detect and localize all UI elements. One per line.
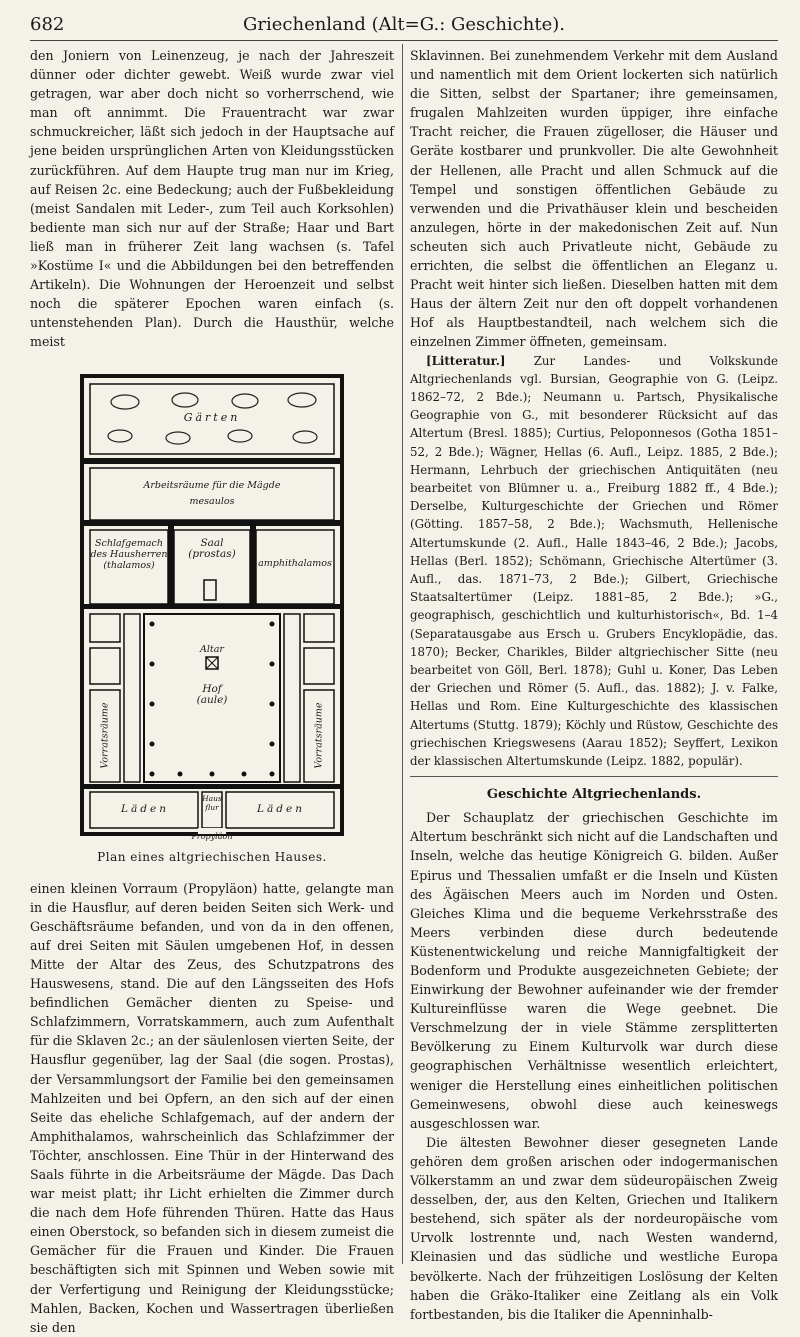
label-altar: Altar	[200, 643, 224, 655]
label-hallway: Haus flur	[202, 793, 222, 812]
running-title: Griechenland (Alt=G.: Geschichte).	[243, 14, 565, 35]
right-paragraph-3: Die ältesten Bewohner dieser gesegneten Lande gehören dem großen arischen oder indogermanischen Völkerstamm an und zwar dem südeuropäischen Zweig desselben, der, aus den Kelten, Griechen und Italikern bestehend, sich später als der nordeuropäische vom Urvolk lostrennte und, nach Westen wandernd, Kleinasien und das südliche und westliche Europa bevölkerte. Nach der frühzeitigen Loslösung der Kelten haben die Gräko-Italiker eine Zeitlang als ein Volk fortbestanden, bis die Italiker die Apenninhalb-	[410, 1134, 778, 1322]
figure-caption: Plan eines altgriechischen Hauses.	[97, 849, 327, 864]
right-column	[410, 46, 778, 1324]
label-shops-right: Läden	[257, 802, 305, 815]
label-mesaulos: mesaulos	[189, 495, 235, 507]
label-amphithalamos: amphithalamos	[258, 557, 332, 569]
section-rule	[410, 776, 778, 777]
left-paragraph-top: den Joniern von Leinenzeug, je nach der Jahreszeit dünner oder dichter gewebt. Weiß wurde zwar viel getragen, war aber doch nicht so vorherrschend, wie man oft annimmt. Die Frauentracht war zwar schmuckreicher, läßt sich jedoch in der Hauptsache auf jene beiden ursprünglichen Arten von Kleidungsstücken zurückführen. Auf dem Haupte trug man nur im Krieg, auf Reisen 2c. eine Bedeckung; auch der Fußbekleidung (meist Sandalen mit Leder-, zum Teil auch Korksohlen) bediente man sich nur auf der Straße; Haar und Bart ließ man in früherer Zeit lang wachsen (s. Tafel »Kostüme I« und die Abbildungen bei den betreffenden Artikeln). Die Wohnungen der Heroenzeit und selbst noch die späterer Epochen waren einfach (s. untenstehenden Plan). Durch die Hausthür, welche meist	[30, 48, 394, 350]
left-column	[30, 46, 394, 1337]
label-garden: Gärten	[183, 410, 241, 424]
house-plan-drawing	[80, 374, 344, 844]
label-storerooms-left: Vorratsräume	[99, 701, 111, 769]
label-propylaeon: Propyläon	[191, 831, 233, 841]
label-storerooms-right: Vorratsräume	[313, 701, 325, 769]
right-paragraph-top: Sklavinnen. Bei zunehmendem Verkehr mit dem Ausland und namentlich mit dem Orient lockerten sich natürlich die Sitten, selbst der Spartaner; ihre gemeinsamen, frugalen Mahlzeiten wurden üppiger, ihre einfache Tracht reicher, die Frauen zügelloser, die Häuser und Geräte kostbarer und prunkvoller. Die alte Gewohnheit der Hellenen, alle Pracht und allen Schmuck auf die Tempel und sonstigen öffentlichen Gebäude zu verwenden und die Privathäuser klein und bescheiden anzulegen, hörte in der makedonischen Zeit auf. Nun scheuten sich auch Privatleute nicht, Gebäude zu errichten, die selbst die öffentlichen an Eleganz u. Pracht weit hinter sich ließen. Dieselben hatten mit dem Haus der ältern Zeit nur den oft doppelt vorhandenen Hof als Hauptbestandteil, nach welchem sich die einzelnen Zimmer öffneten, gemeinsam.	[410, 48, 778, 350]
label-work-rooms: Arbeitsräume für die Mägde	[143, 479, 281, 491]
column-divider	[402, 44, 403, 1264]
label-prostas: Saal (prostas)	[188, 536, 236, 560]
right-paragraph-2: Der Schauplatz der griechischen Geschichte im Altertum beschränkt sich nicht auf die Landschaften und Inseln, welche das heutige Königreich G. bilden. Außer Epirus und Thessalien umfaßt er die Inseln und Küsten des Ägäischen Meers auch im Norden und Osten. Gleiches Klima und die bequeme Verkehrsstraße des Meers verbinden diese durch bedeutende Küstenentwickelung und reiche Mannigfaltigkeit der Bodenform und Produkte ausgezeichneten Gebiete; der Einwirkung der Bewohner aufeinander wie der fremder Kultureinflüsse waren die Wege geebnet. Die Verschmelzung der in viele Stämme zersplitterten Bevölkerung zu Einem Kulturvolk war durch diese geographischen Verhältnisse wesentlich erleichtert, weniger die Herstellung eines einheitlichen politischen Gemeinwesens, obwohl diese auch keineswegs ausgeschlossen war.	[410, 810, 778, 1131]
section-title: Geschichte Altgriechenlands.	[486, 787, 702, 803]
literature-paragraph	[410, 352, 778, 771]
left-paragraph-bottom: einen kleinen Vorraum (Propyläon) hatte, gelangte man in die Hausflur, auf deren beiden Seiten sich Werk- und Geschäftsräume befanden, und von da in den offenen, auf drei Seiten mit Säulen umgebenen Hof, in dessen Mitte der Altar des Zeus, des Schutzpatrons des Hauswesens, stand. Die auf den Längsseiten des Hofs befindlichen Gemächer dienten zu Speise- und Schlafzimmern, Vorratskammern, auch zum Aufenthalt für die Sklaven 2c.; an der säulenlosen vierten Seite, der Hausflur gegenüber, lag der Saal (die sogen. Prostas), der Versammlungsort der Familie bei den gemeinsamen Mahlzeiten und bei Opfern, an den sich auf der einen Seite das eheliche Schlafgemach, auf der andern der Amphithalamos, wahrscheinlich das Schlafzimmer der Töchter, anschlossen. Eine Thür in der Hinterwand des Saals führte in die Arbeitsräume der Mägde. Das Dach war meist platt; ihr Licht erhielten die Zimmer durch die nach dem Hofe führenden Thüren. Hatte das Haus einen Oberstock, so befanden sich in diesem zumeist die Gemächer für die Frauen und Kinder. Die Frauen beschäftigten sich mit Spinnen und Weben sowie mit der Verfertigung und Reinigung der Kleidungsstücke; Mahlen, Backen, Kochen und Wassertragen überließen sie den	[30, 880, 395, 1335]
label-court: Hof (aule)	[196, 682, 228, 706]
literature-text: Zur Landes- und Volkskunde Altgriechenlands vgl. Bursian, Geographie von G. (Leipz. 1862–72, 2 Bde.); Neumann u. Partsch, Physikalische Geographie von G., mit besonderer Rücksicht auf das Altertum (Bresl. 1885); Curtius, Peloponnesos (Gotha 1851–52, 2 Bde.); Wägner, Hellas (6. Aufl., Leipz. 1885, 2 Bde.); Hermann, Lehrbuch der griechischen Antiquitäten (neu bearbeitet von Blümner u. a., Freiburg 1882 ff., 4 Bde.); Derselbe, Kulturgeschichte der Griechen und Römer (Götting. 1857–58, 2 Bde.); Wachsmuth, Hellenische Altertumskunde (2. Aufl., Halle 1843–46, 2 Bde.); Jacobs, Hellas (Berl. 1852); Schömann, Griechische Altertümer (3. Aufl., das. 1871–73, 2 Bde.); Gilbert, Griechische Staatsaltertümer (Leipz. 1881–85, 2 Bde.); »G., geographisch, geschichtlich und kulturhistorisch«, Bd. 1–4 (Separatausgabe aus Ersch u. Grubers Encyklopädie, das. 1870); Becker, Charikles, Bilder altgriechischer Sitte (neu bearbeitet von Göll, Berl. 1878); Guhl u. Koner, Das Leben der Griechen und Römer (5. Aufl., das. 1882); J. v. Falke, Hellas und Rom. Eine Kulturgeschichte des klassischen Altertums (Stuttg. 1879); Köchly und Rüstow, Geschichte des griechischen Kriegswesens (Aarau 1852); Seyffert, Lexikon der klassischen Altertumskunde (Leipz. 1882, populär).	[410, 353, 779, 768]
page-number: 682	[30, 14, 65, 35]
house-plan-figure	[80, 374, 344, 844]
label-shops-left: Läden	[121, 802, 169, 815]
page-header	[30, 10, 778, 41]
literature-tag: [Litteratur.]	[426, 353, 506, 368]
label-thalamos: Schlafgemach des Hausherren (thalamos)	[90, 537, 168, 571]
